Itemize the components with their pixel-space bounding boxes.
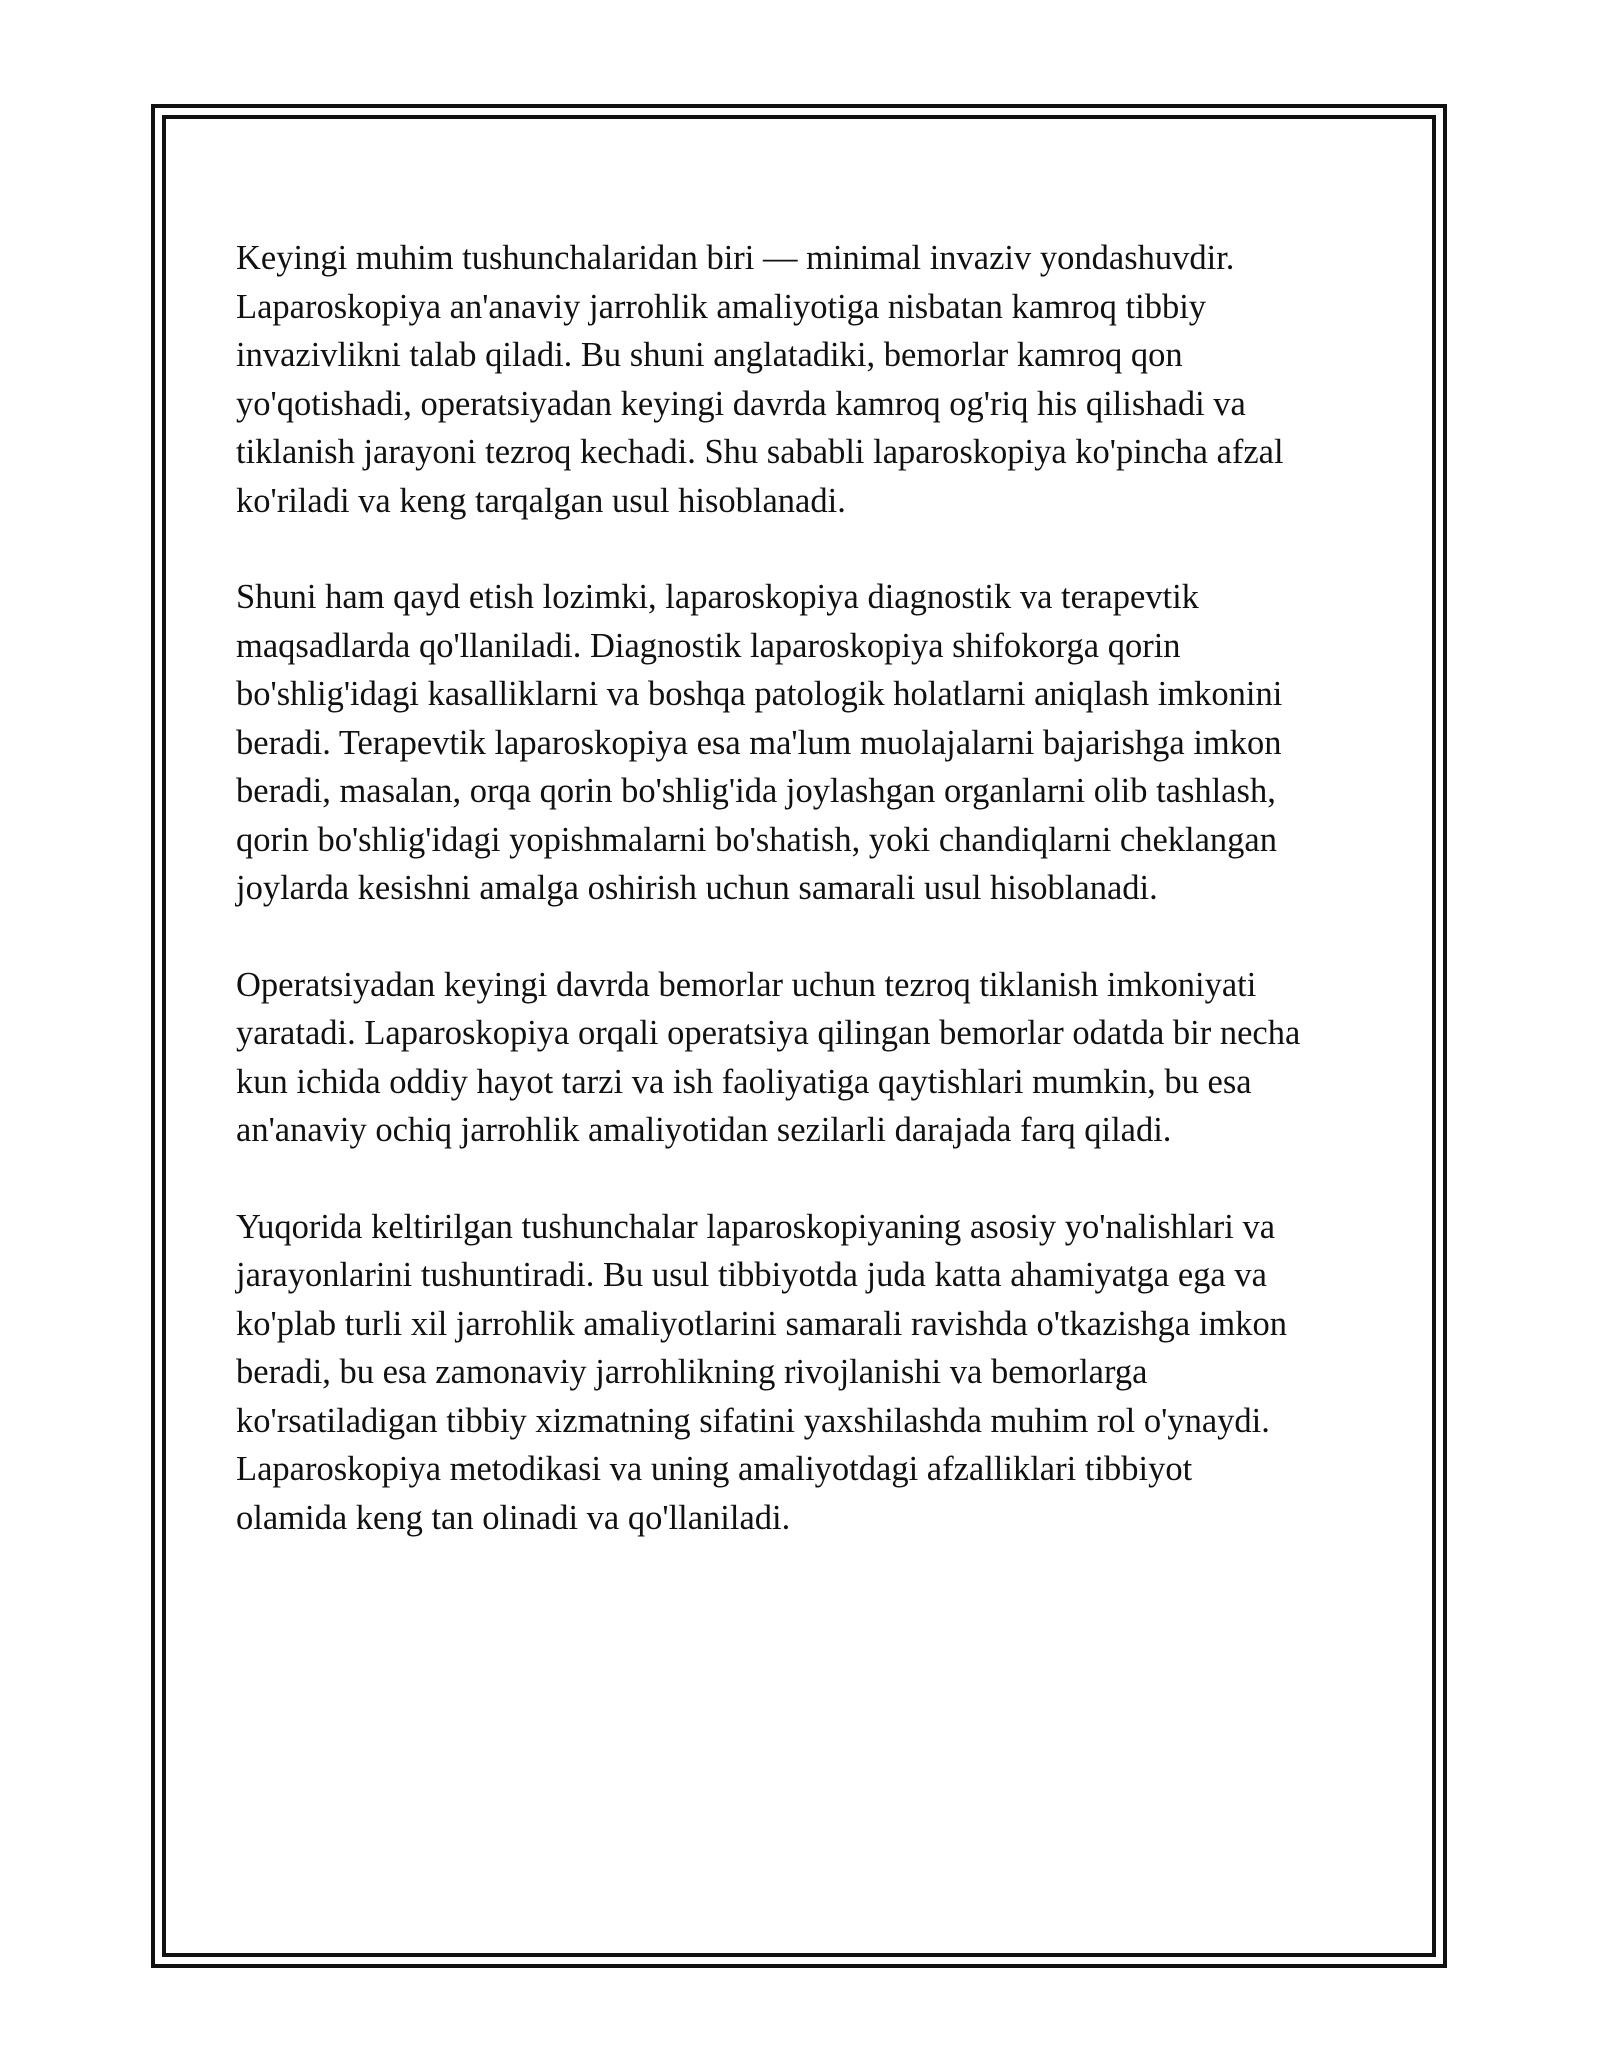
text-line: tiklanish jarayoni tezroq kechadi. Shu sababli laparoskopiya ko'pincha afzal — [236, 433, 1284, 471]
text-line: kun ichida oddiy hayot tarzi va ish faoliyatiga qaytishlari mumkin, bu esa — [236, 1062, 1252, 1101]
text-line: ko'plab turli xil jarrohlik amaliyotlarini samarali ravishda o'tkazishga imkon — [236, 1304, 1288, 1343]
text-line: invazivlikni talab qiladi. Bu shuni anglatadiki, bemorlar kamroq qon — [236, 336, 1183, 374]
text-line: yo'qotishadi, operatsiyadan keyingi davrda kamroq og'riq his qilishadi va — [236, 384, 1246, 423]
text-line: ko'rsatiladigan tibbiy xizmatning sifatini yaxshilashda muhim rol o'ynaydi. — [236, 1401, 1270, 1440]
text-line: beradi, bu esa zamonaviy jarrohlikning rivojlanishi va bemorlarga — [236, 1353, 1148, 1391]
text-line: Laparoskopiya an'anaviy jarrohlik amaliyotiga nisbatan kamroq tibbiy — [236, 287, 1207, 326]
text-line: Keyingi muhim tushunchalaridan biri — minimal invaziv yondashuvdir. — [236, 239, 1235, 277]
text-line: Operatsiyadan keyingi davrda bemorlar uchun tezroq tiklanish imkoniyati — [236, 965, 1257, 1004]
text-line: beradi, masalan, orqa qorin bo'shlig'ida joylashgan organlarni olib tashlash, — [236, 772, 1276, 810]
text-line: ko'riladi va keng tarqalgan usul hisoblanadi. — [236, 481, 846, 520]
text-line: jarayonlarini tushuntiradi. Bu usul tibbiyotda juda katta ahamiyatga ega va — [236, 1256, 1267, 1294]
text-line: bo'shlig'idagi kasalliklarni va boshqa patologik holatlarni aniqlash imkonini — [236, 675, 1283, 713]
paragraph-diagnostic-therapeutic — [236, 573, 1386, 913]
document-body — [236, 234, 1386, 1590]
text-line: qorin bo'shlig'idagi yopishmalarni bo'shatish, yoki chandiqlarni cheklangan — [236, 820, 1277, 859]
paragraph-minimal-invasive — [236, 234, 1386, 525]
text-line: Yuqorida keltirilgan tushunchalar laparoskopiyaning asosiy yo'nalishlari va — [236, 1207, 1276, 1246]
text-line: yaratadi. Laparoskopiya orqali operatsiya qilingan bemorlar odatda bir necha — [236, 1014, 1301, 1052]
text-line: an'anaviy ochiq jarrohlik amaliyotidan sezilarli darajada farq qiladi. — [236, 1111, 1172, 1149]
text-line: maqsadlarda qo'llaniladi. Diagnostik laparoskopiya shifokorga qorin — [236, 626, 1181, 665]
paragraph-conclusion — [236, 1203, 1386, 1543]
text-line: beradi. Terapevtik laparoskopiya esa ma'lum muolajalarni bajarishga imkon — [236, 723, 1282, 762]
text-line: olamida keng tan olinadi va qo'llaniladi. — [236, 1498, 791, 1537]
text-line: Laparoskopiya metodikasi va uning amaliyotdagi afzalliklari tibbiyot — [236, 1450, 1193, 1488]
text-line: Shuni ham qayd etish lozimki, laparoskopiya diagnostik va terapevtik — [236, 578, 1199, 616]
text-line: joylarda kesishni amalga oshirish uchun samarali usul hisoblanadi. — [236, 869, 1158, 907]
paragraph-recovery — [236, 961, 1386, 1155]
